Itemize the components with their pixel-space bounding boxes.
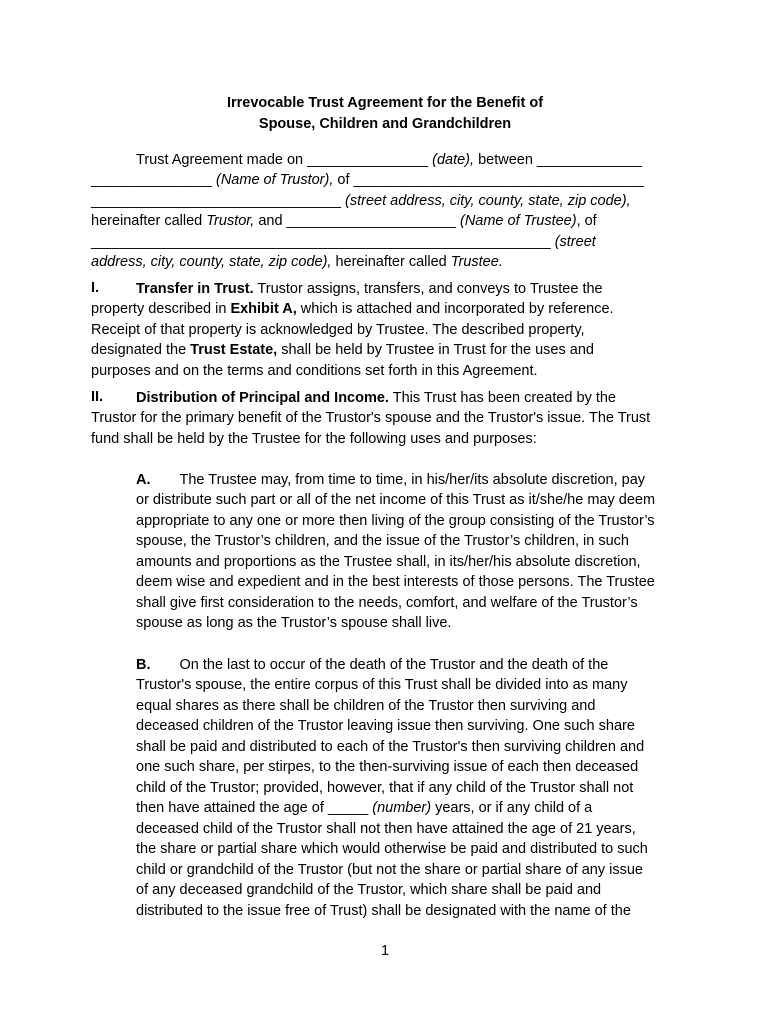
section-1-line-4: designated the Trust Estate, shall be held by Trustee in Trust for the uses and xyxy=(91,342,594,358)
para-a-line-3: appropriate to any one or more then living of the group consisting of the Trustor’s xyxy=(136,513,655,529)
para-a-line-5: amounts and proportions as the Trustee shall, in its/her/his absolute discretion, xyxy=(136,554,641,570)
intro-line-4: hereinafter called Trustor, and _____________________ (Name of Trustee), of xyxy=(91,213,597,229)
para-b-line-5: shall be paid and distributed to each of the Trustor's then surviving children and xyxy=(136,739,645,755)
title-line-2: Spouse, Children and Grandchildren xyxy=(258,116,512,132)
para-b-line-11: child or grandchild of the Trustor (but not the share or partial share of any issue xyxy=(136,862,643,878)
title-line-1: Irrevocable Trust Agreement for the Benefit of xyxy=(226,95,544,111)
section-1-number: I. xyxy=(91,280,100,296)
para-b-line-4: deceased children of the Trustor leaving issue then surviving. One such share xyxy=(136,718,635,734)
section-2-line-1: Distribution of Principal and Income. This Trust has been created by the xyxy=(136,390,616,406)
intro-line-2: _______________ (Name of Trustor), of ____________________________________ xyxy=(91,172,644,188)
section-1-line-3: Receipt of that property is acknowledged by Trustee. The described property, xyxy=(91,322,585,338)
para-b-line-8: then have attained the age of _____ (number) years, or if any child of a xyxy=(136,800,593,816)
para-b-line-13: distributed to the issue free of Trust) shall be designated with the name of the xyxy=(136,903,631,919)
intro-line-6: address, city, county, state, zip code), hereinafter called Trustee. xyxy=(91,254,503,270)
section-1-line-1: Transfer in Trust. Trustor assigns, transfers, and conveys to Trustee the xyxy=(136,281,603,297)
intro-line-5: _________________________________________________________ (street xyxy=(91,234,596,250)
para-a-line-7: shall give first consideration to the needs, comfort, and welfare of the Trustor’s xyxy=(136,595,638,611)
para-b-line-10: the share or partial share which would otherwise be paid and distributed to such xyxy=(136,841,648,857)
para-b-line-3: equal shares as there shall be children of the Trustor then surviving and xyxy=(136,698,596,714)
para-b-line-7: child of the Trustor; provided, however, that if any child of the Trustor shall not xyxy=(136,780,634,796)
para-a-line-6: deem wise and expedient and in the best interests of those persons. The Trustee xyxy=(136,574,655,590)
para-b-line-12: of any deceased grandchild of the Trustor, which share shall be paid and xyxy=(136,882,602,898)
section-1-line-2: property described in Exhibit A, which is attached and incorporated by reference. xyxy=(91,301,614,317)
section-2-number: II. xyxy=(91,389,104,405)
para-b-line-6: one such share, per stirpes, to the then-surviving issue of each then deceased xyxy=(136,759,639,775)
para-a-line-8: spouse as long as the Trustor’s spouse shall live. xyxy=(136,615,452,631)
para-a-line-1: A. The Trustee may, from time to time, in his/her/its absolute discretion, pay xyxy=(136,472,646,488)
section-1-line-5: purposes and on the terms and conditions set forth in this Agreement. xyxy=(91,363,538,379)
para-a-line-2: or distribute such part or all of the net income of this Trust as it/she/he may deem xyxy=(136,492,656,508)
para-b-line-9: deceased child of the Trustor shall not then have attained the age of 21 years, xyxy=(136,821,636,837)
section-2-line-2: Trustor for the primary benefit of the Trustor's spouse and the Trustor's issue. The Trust xyxy=(91,410,651,426)
para-b-line-2: Trustor's spouse, the entire corpus of this Trust shall be divided into as many xyxy=(136,677,628,693)
page-number: 1 xyxy=(380,943,390,959)
para-a-line-4: spouse, the Trustor’s children, and the issue of the Trustor’s children, in such xyxy=(136,533,629,549)
intro-line-3: _______________________________ (street address, city, county, state, zip code), xyxy=(91,193,631,209)
intro-line-1: Trust Agreement made on _______________ (date), between _____________ xyxy=(136,152,642,168)
para-b-line-1: B. On the last to occur of the death of the Trustor and the death of the xyxy=(136,657,609,673)
section-2-line-3: fund shall be held by the Trustee for the following uses and purposes: xyxy=(91,431,537,447)
